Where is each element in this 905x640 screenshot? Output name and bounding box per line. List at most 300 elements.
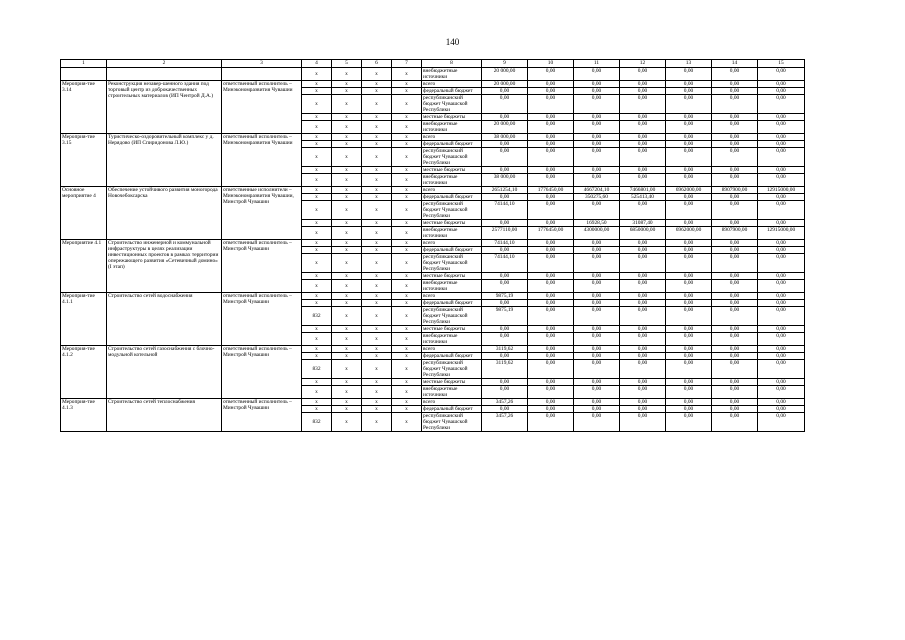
column-header-13: 13 [666,60,712,68]
code-cell: 832 [302,307,332,326]
code-cell: x [362,121,392,134]
code-cell: x [302,293,332,300]
code-cell: x [392,247,422,254]
funding-source: внебюджетные источники [422,333,482,346]
amount-cell: 0,00 [666,254,712,273]
code-cell: x [332,141,362,148]
amount-cell: 0,00 [620,134,666,141]
column-header-9: 9 [482,60,528,68]
amount-cell: 0,00 [528,273,574,280]
measure-id: Основное мероприятие 4 [61,187,107,240]
code-cell: x [332,333,362,346]
measure-name: Обеспечение устойчивого развития моногорода Новочебоксарска [107,187,222,240]
amount-cell: 0,00 [758,293,805,300]
code-cell: x [392,148,422,167]
amount-cell: 9875,19 [482,307,528,326]
code-cell: x [362,167,392,174]
code-cell: x [332,114,362,121]
code-cell: x [362,379,392,386]
code-cell: x [362,114,392,121]
amount-cell: 74144,10 [482,254,528,273]
table-row [61,240,805,247]
amount-cell: 0,00 [528,240,574,247]
amount-cell: 0,00 [758,353,805,360]
amount-cell: 38 000,00 [482,134,528,141]
code-cell: x [302,240,332,247]
amount-cell: 0,00 [666,280,712,293]
funding-source: республиканский бюджет Чувашской Республики [422,307,482,326]
amount-cell: 0,00 [528,307,574,326]
responsible-executor: ответственный исполнитель – Минэкономразвития Чувашии [222,134,302,187]
amount-cell: 9875,19 [482,293,528,300]
column-header-14: 14 [712,60,758,68]
code-cell: x [332,254,362,273]
code-cell: x [302,194,332,201]
responsible-executor: ответственный исполнитель – Минстрой Чувашии [222,346,302,399]
code-cell: x [332,201,362,220]
code-cell: x [302,174,332,187]
responsible-executor [222,68,302,81]
funding-source: республиканский бюджет Чувашской Республики [422,148,482,167]
amount-cell: 0,00 [528,220,574,227]
amount-cell: 0,00 [620,95,666,114]
code-cell: x [332,413,362,432]
code-cell: x [332,379,362,386]
amount-cell: 20 000,00 [482,81,528,88]
amount-cell: 0,00 [712,333,758,346]
amount-cell: 0,00 [620,326,666,333]
code-cell: x [332,81,362,88]
responsible-executor: ответственный исполнитель – Минэкономразвития Чувашии [222,81,302,134]
amount-cell: 0,00 [666,386,712,399]
amount-cell: 0,00 [528,280,574,293]
amount-cell: 0,00 [574,247,620,254]
amount-cell: 0,00 [574,68,620,81]
code-cell: x [392,167,422,174]
amount-cell: 0,00 [712,220,758,227]
amount-cell: 2577110,00 [482,227,528,240]
amount-cell: 0,00 [620,114,666,121]
page-number: 140 [445,37,460,47]
table-row [61,81,805,88]
amount-cell: 0,00 [712,353,758,360]
amount-cell: 0,00 [574,300,620,307]
amount-cell: 0,00 [758,280,805,293]
amount-cell: 0,00 [528,379,574,386]
code-cell: x [362,88,392,95]
amount-cell: 0,00 [758,220,805,227]
amount-cell: 0,00 [666,220,712,227]
amount-cell: 0,00 [712,121,758,134]
code-cell: x [392,379,422,386]
amount-cell: 8907900,00 [712,227,758,240]
amount-cell: 74144,10 [482,240,528,247]
code-cell: x [332,386,362,399]
funding-source: внебюджетные источники [422,227,482,240]
code-cell: x [392,333,422,346]
amount-cell: 20 000,00 [482,121,528,134]
code-cell: x [392,240,422,247]
code-cell: x [302,406,332,413]
amount-cell: 0,00 [712,406,758,413]
measure-id: Мероприятие 4.1 [61,240,107,293]
amount-cell: 0,00 [666,307,712,326]
amount-cell: 0,00 [620,148,666,167]
amount-cell: 0,00 [574,413,620,432]
amount-cell: 0,00 [528,95,574,114]
funding-source: всего [422,240,482,247]
amount-cell: 0,00 [758,194,805,201]
amount-cell: 0,00 [574,148,620,167]
measure-id [61,68,107,81]
amount-cell: 0,00 [758,95,805,114]
code-cell: x [332,300,362,307]
amount-cell: 0,00 [712,114,758,121]
code-cell: x [392,114,422,121]
amount-cell: 0,00 [712,273,758,280]
amount-cell: 31087,40 [620,220,666,227]
amount-cell: 0,00 [528,247,574,254]
code-cell: x [392,346,422,353]
amount-cell: 4667204,10 [574,187,620,194]
amount-cell: 0,00 [620,121,666,134]
funding-source: республиканский бюджет Чувашской Республики [422,360,482,379]
measure-name [107,68,222,81]
amount-cell: 6850000,00 [620,227,666,240]
amount-cell: 0,00 [666,300,712,307]
amount-cell: 0,00 [620,240,666,247]
amount-cell: 0,00 [712,167,758,174]
amount-cell: 0,00 [528,360,574,379]
code-cell: x [302,386,332,399]
amount-cell: 0,00 [712,148,758,167]
code-cell: x [332,167,362,174]
code-cell: x [302,134,332,141]
code-cell: x [332,273,362,280]
amount-cell: 0,00 [482,273,528,280]
code-cell: x [302,379,332,386]
code-cell: x [302,68,332,81]
column-header-6: 6 [362,60,392,68]
amount-cell: 0,00 [574,141,620,148]
amount-cell: 0,00 [574,240,620,247]
amount-cell: 0,00 [528,167,574,174]
code-cell: x [302,333,332,346]
funding-source: всего [422,346,482,353]
amount-cell: 0,00 [712,300,758,307]
amount-cell: 0,00 [758,326,805,333]
amount-cell: 20 000,00 [482,68,528,81]
table-row [61,187,805,194]
amount-cell: 0,00 [574,254,620,273]
amount-cell: 0,00 [574,95,620,114]
amount-cell: 0,00 [758,300,805,307]
funding-source: федеральный бюджет [422,141,482,148]
code-cell: x [332,148,362,167]
amount-cell: 0,00 [666,333,712,346]
amount-cell: 0,00 [666,88,712,95]
amount-cell: 0,00 [620,333,666,346]
amount-cell: 0,00 [758,121,805,134]
amount-cell: 0,00 [712,399,758,406]
amount-cell: 0,00 [574,326,620,333]
amount-cell: 0,00 [758,240,805,247]
funding-source: местные бюджеты [422,326,482,333]
measure-name: Строительство сетей водоснабжения [107,293,222,346]
amount-cell: 0,00 [528,413,574,432]
funding-source: местные бюджеты [422,220,482,227]
amount-cell: 0,00 [758,406,805,413]
amount-cell: 0,00 [758,273,805,280]
code-cell: x [332,134,362,141]
amount-cell: 0,00 [620,399,666,406]
amount-cell: 0,00 [528,114,574,121]
code-cell: x [332,220,362,227]
amount-cell: 3119,62 [482,346,528,353]
funding-source: федеральный бюджет [422,194,482,201]
measure-id: Мероприя-тие 4.1.2 [61,346,107,399]
amount-cell: 0,00 [528,353,574,360]
code-cell: x [362,273,392,280]
code-cell: x [302,247,332,254]
amount-cell: 0,00 [574,134,620,141]
amount-cell: 0,00 [758,399,805,406]
amount-cell: 525413,40 [620,194,666,201]
amount-cell: 0,00 [574,280,620,293]
funding-source: местные бюджеты [422,114,482,121]
amount-cell: 0,00 [574,174,620,187]
amount-cell: 0,00 [620,406,666,413]
code-cell: x [392,134,422,141]
funding-source: республиканский бюджет Чувашской Республики [422,254,482,273]
table-row [61,134,805,141]
code-cell: x [362,386,392,399]
code-cell: x [332,227,362,240]
code-cell: x [302,81,332,88]
code-cell: x [362,220,392,227]
code-cell: x [332,187,362,194]
amount-cell: 0,00 [758,114,805,121]
code-cell: x [332,174,362,187]
amount-cell: 0,00 [758,88,805,95]
code-cell: x [302,148,332,167]
code-cell: x [362,194,392,201]
funding-source: республиканский бюджет Чувашской Республики [422,95,482,114]
amount-cell: 0,00 [758,346,805,353]
amount-cell: 0,00 [666,95,712,114]
amount-cell: 0,00 [712,254,758,273]
amount-cell: 0,00 [482,300,528,307]
table-row [61,293,805,300]
amount-cell: 0,00 [712,346,758,353]
column-header-10: 10 [528,60,574,68]
amount-cell: 0,00 [574,386,620,399]
code-cell: x [362,141,392,148]
amount-cell: 0,00 [758,247,805,254]
code-cell: x [392,280,422,293]
amount-cell: 0,00 [528,326,574,333]
code-cell: x [362,399,392,406]
amount-cell: 0,00 [574,88,620,95]
column-header-12: 12 [620,60,666,68]
funding-source: всего [422,134,482,141]
funding-source: федеральный бюджет [422,88,482,95]
amount-cell: 0,00 [666,247,712,254]
amount-cell: 0,00 [712,307,758,326]
code-cell: x [302,187,332,194]
code-cell: x [362,240,392,247]
amount-cell: 0,00 [528,406,574,413]
code-cell: x [302,95,332,114]
column-header-7: 7 [392,60,422,68]
amount-cell: 0,00 [620,88,666,95]
amount-cell: 0,00 [574,406,620,413]
amount-cell: 0,00 [574,399,620,406]
amount-cell: 0,00 [712,247,758,254]
funding-source: местные бюджеты [422,379,482,386]
code-cell: x [362,254,392,273]
amount-cell: 0,00 [574,121,620,134]
measure-id: Мероприя-тие 3.14 [61,81,107,134]
funding-source: федеральный бюджет [422,300,482,307]
code-cell: x [392,227,422,240]
code-cell: x [392,174,422,187]
amount-cell: 0,00 [482,194,528,201]
code-cell: x [362,148,392,167]
table-header-row [61,60,805,68]
amount-cell: 0,00 [574,273,620,280]
code-cell: x [302,201,332,220]
amount-cell: 0,00 [482,247,528,254]
amount-cell: 0,00 [666,148,712,167]
code-cell: x [302,326,332,333]
funding-source: всего [422,293,482,300]
code-cell: x [392,300,422,307]
code-cell: x [362,346,392,353]
amount-cell: 0,00 [758,413,805,432]
amount-cell: 0,00 [666,346,712,353]
code-cell: x [332,280,362,293]
code-cell: x [362,95,392,114]
code-cell: x [332,95,362,114]
budget-table [60,59,805,432]
amount-cell: 0,00 [528,293,574,300]
measure-name: Реконструкция незавер-шенного здания под торговый центр из доброкачественных строительных материалов (ИП Чентрой Д.А.) [107,81,222,134]
amount-cell: 0,00 [528,134,574,141]
code-cell: x [362,187,392,194]
amount-cell: 0,00 [712,326,758,333]
funding-source: местные бюджеты [422,273,482,280]
code-cell: x [392,413,422,432]
amount-cell: 0,00 [574,114,620,121]
measure-name: Строительство сетей теплоснабжения [107,399,222,432]
code-cell: x [332,194,362,201]
amount-cell: 0,00 [528,386,574,399]
amount-cell: 0,00 [482,88,528,95]
amount-cell: 0,00 [528,121,574,134]
code-cell: x [302,300,332,307]
code-cell: x [332,406,362,413]
amount-cell: 0,00 [620,360,666,379]
code-cell: x [392,386,422,399]
amount-cell: 0,00 [666,114,712,121]
amount-cell: 0,00 [528,194,574,201]
amount-cell: 8907900,00 [712,187,758,194]
amount-cell: 0,00 [758,167,805,174]
amount-cell: 0,00 [620,174,666,187]
funding-source: внебюджетные источники [422,386,482,399]
column-header-1: 1 [61,60,107,68]
code-cell: x [392,353,422,360]
code-cell: x [302,220,332,227]
funding-source: федеральный бюджет [422,406,482,413]
funding-source: всего [422,187,482,194]
measure-id: Мероприя-тие 3.15 [61,134,107,187]
amount-cell: 0,00 [528,399,574,406]
code-cell: x [392,406,422,413]
amount-cell: 0,00 [666,141,712,148]
code-cell: x [332,326,362,333]
code-cell: x [392,187,422,194]
code-cell: x [362,333,392,346]
responsible-executor: ответственный исполнитель – Минстрой Чувашии [222,240,302,293]
amount-cell: 0,00 [666,174,712,187]
amount-cell: 0,00 [528,141,574,148]
code-cell: x [392,220,422,227]
code-cell: x [332,88,362,95]
amount-cell: 0,00 [712,386,758,399]
code-cell: x [362,68,392,81]
amount-cell: 0,00 [758,386,805,399]
amount-cell: 1776450,00 [528,187,574,194]
amount-cell: 0,00 [712,293,758,300]
code-cell: x [392,293,422,300]
amount-cell: 0,00 [758,379,805,386]
measure-name: Строительство инженерной и коммунальной инфраструктуры в целях реализации инвестиционных проектов в рамках территории опережающего развития «Сетевичный домино» (I этап) [107,240,222,293]
amount-cell: 0,00 [620,413,666,432]
code-cell: x [362,81,392,88]
amount-cell: 0,00 [528,81,574,88]
amount-cell: 16928,50 [574,220,620,227]
code-cell: x [362,227,392,240]
amount-cell: 0,00 [712,201,758,220]
amount-cell: 0,00 [620,293,666,300]
amount-cell: 0,00 [482,406,528,413]
amount-cell: 0,00 [620,353,666,360]
amount-cell: 0,00 [666,293,712,300]
code-cell: x [302,273,332,280]
code-cell: x [302,114,332,121]
amount-cell: 0,00 [574,307,620,326]
code-cell: x [392,360,422,379]
amount-cell: 0,00 [482,95,528,114]
amount-cell: 0,00 [574,346,620,353]
amount-cell: 0,00 [666,413,712,432]
amount-cell: 0,00 [620,167,666,174]
column-header-3: 3 [222,60,302,68]
amount-cell: 0,00 [574,201,620,220]
amount-cell: 74144,10 [482,201,528,220]
column-header-2: 2 [107,60,222,68]
amount-cell: 0,00 [620,307,666,326]
code-cell: x [302,280,332,293]
column-header-4: 4 [302,60,332,68]
amount-cell: 0,00 [712,379,758,386]
amount-cell: 0,00 [758,360,805,379]
amount-cell: 0,00 [666,353,712,360]
amount-cell: 0,00 [666,167,712,174]
amount-cell: 0,00 [758,148,805,167]
